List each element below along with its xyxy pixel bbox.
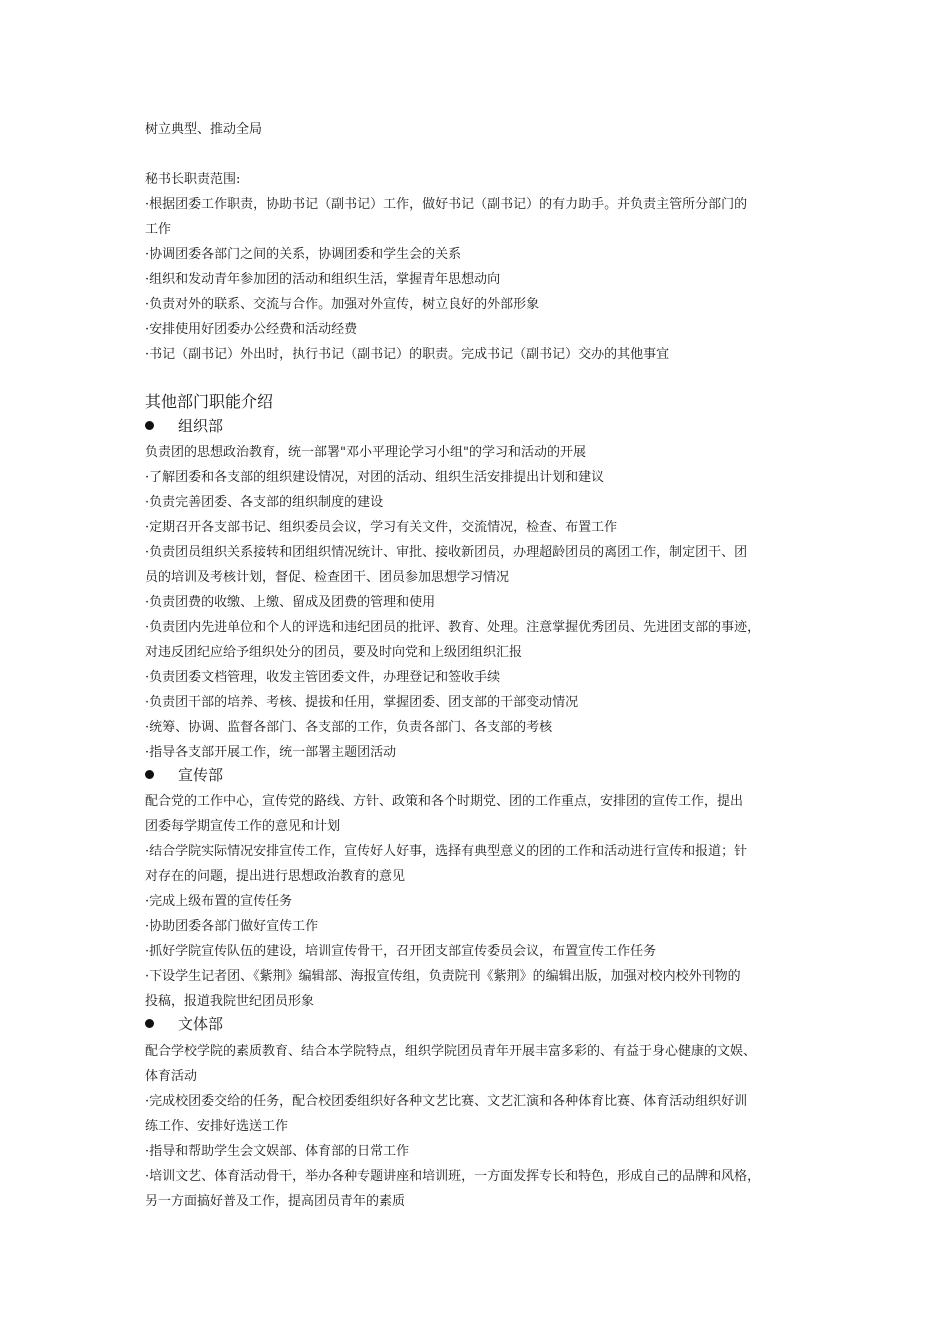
secretary-line: ·根据团委工作职责，协助书记（副书记）工作，做好书记（副书记）的有力助手。并负责主管所分部门的 xyxy=(145,197,748,212)
organization-line: ·负责团内先进单位和个人的评选和违纪团员的批评、教育、处理。注意掌握优秀团员、先进团支部的事迹， xyxy=(145,620,761,635)
secretary-line: ·协调团委各部门之间的关系，协调团委和学生会的关系 xyxy=(145,247,462,262)
publicity-line: 团委每学期宣传工作的意见和计划 xyxy=(145,819,341,834)
dept-name: 组织部 xyxy=(178,417,224,435)
bullet-icon xyxy=(145,770,154,779)
publicity-line: ·抓好学院宣传队伍的建设，培训宣传骨干，召开团支部宣传委员会议，布置宣传工作任务 xyxy=(145,944,657,959)
organization-line: ·负责完善团委、各支部的组织制度的建设 xyxy=(145,495,384,510)
dept-name: 文体部 xyxy=(178,1015,224,1033)
organization-line: 负责团的思想政治教育，统一部署"邓小平理论学习小组"的学习和活动的开展 xyxy=(145,445,586,460)
secretary-line: ·书记（副书记）外出时，执行书记（副书记）的职责。完成书记（副书记）交办的其他事宜 xyxy=(145,347,670,362)
organization-line: ·负责团委文档管理，收发主管团委文件，办理登记和签收手续 xyxy=(145,670,501,685)
publicity-line: 对存在的问题，提出进行思想政治教育的意见 xyxy=(145,869,406,884)
slogan-text: 树立典型、推动全局 xyxy=(145,122,263,137)
culture-sports-line: ·指导和帮助学生会文娱部、体育部的日常工作 xyxy=(145,1144,410,1159)
secretary-line: 工作 xyxy=(145,222,172,237)
culture-sports-line: ·完成校团委交给的任务，配合校团委组织好各种文艺比赛、文艺汇演和各种体育比赛、体育活动组织好训 xyxy=(145,1094,748,1109)
organization-line: 员的培训及考核计划，督促、检查团干、团员参加思想学习情况 xyxy=(145,570,510,585)
organization-line: ·负责团干部的培养、考核、提拔和任用，掌握团委、团支部的干部变动情况 xyxy=(145,695,579,710)
secretary-line: ·负责对外的联系、交流与合作。加强对外宣传，树立良好的外部形象 xyxy=(145,297,540,312)
culture-sports-line: 配合学校学院的素质教育、结合本学院特点，组织学院团员青年开展丰富多彩的、有益于身心健康的文娱、 xyxy=(145,1044,757,1059)
publicity-line: 投稿，报道我院世纪团员形象 xyxy=(145,994,315,1009)
organization-line: ·指导各支部开展工作，统一部署主题团活动 xyxy=(145,745,397,760)
secretary-line: ·组织和发动青年参加团的活动和组织生活，掌握青年思想动向 xyxy=(145,272,501,287)
culture-sports-line: ·培训文艺、体育活动骨干，举办各种专题讲座和培训班，一方面发挥专长和特色，形成自己的品牌和风格， xyxy=(145,1169,761,1184)
publicity-line: 配合党的工作中心，宣传党的路线、方针、政策和各个时期党、团的工作重点，安排团的宣传工作，提出 xyxy=(145,794,744,809)
culture-sports-line: 体育活动 xyxy=(145,1069,198,1084)
publicity-line: ·协助团委各部门做好宣传工作 xyxy=(145,919,319,934)
organization-line: ·负责团员组织关系接转和团组织情况统计、审批、接收新团员，办理超龄团员的离团工作，制定团干、团 xyxy=(145,545,748,560)
dept-heading-culture-sports xyxy=(145,1013,813,1035)
secretary-line: ·安排使用好团委办公经费和活动经费 xyxy=(145,322,358,337)
culture-sports-line: 练工作、安排好选送工作 xyxy=(145,1119,289,1134)
organization-line: ·统筹、协调、监督各部门、各支部的工作，负责各部门、各支部的考核 xyxy=(145,720,553,735)
bullet-icon xyxy=(145,421,154,430)
other-departments-heading: 其他部门职能介绍 xyxy=(145,392,274,411)
dept-heading-organization xyxy=(145,415,813,437)
publicity-line: ·结合学院实际情况安排宣传工作，宣传好人好事，选择有典型意义的团的工作和活动进行宣传和报道；针 xyxy=(145,844,748,859)
secretary-title: 秘书长职责范围: xyxy=(145,172,241,187)
organization-line: ·了解团委和各支部的组织建设情况，对团的活动、组织生活安排提出计划和建议 xyxy=(145,470,605,485)
publicity-line: ·完成上级布置的宣传任务 xyxy=(145,894,293,909)
culture-sports-line: 另一方面搞好普及工作，提高团员青年的素质 xyxy=(145,1194,406,1209)
bullet-icon xyxy=(145,1019,154,1028)
organization-line: ·负责团费的收缴、上缴、留成及团费的管理和使用 xyxy=(145,595,436,610)
publicity-line: ·下设学生记者团、《紫荆》编辑部、海报宣传组，负责院刊《紫荆》的编辑出版，加强对校内校外刊物的 xyxy=(145,969,741,984)
organization-line: ·定期召开各支部书记、组织委员会议，学习有关文件，交流情况，检查、布置工作 xyxy=(145,520,618,535)
dept-name: 宣传部 xyxy=(178,766,224,784)
dept-heading-publicity xyxy=(145,764,813,786)
organization-line: 对违反团纪应给予组织处分的团员，要及时向党和上级团组织汇报 xyxy=(145,645,523,660)
